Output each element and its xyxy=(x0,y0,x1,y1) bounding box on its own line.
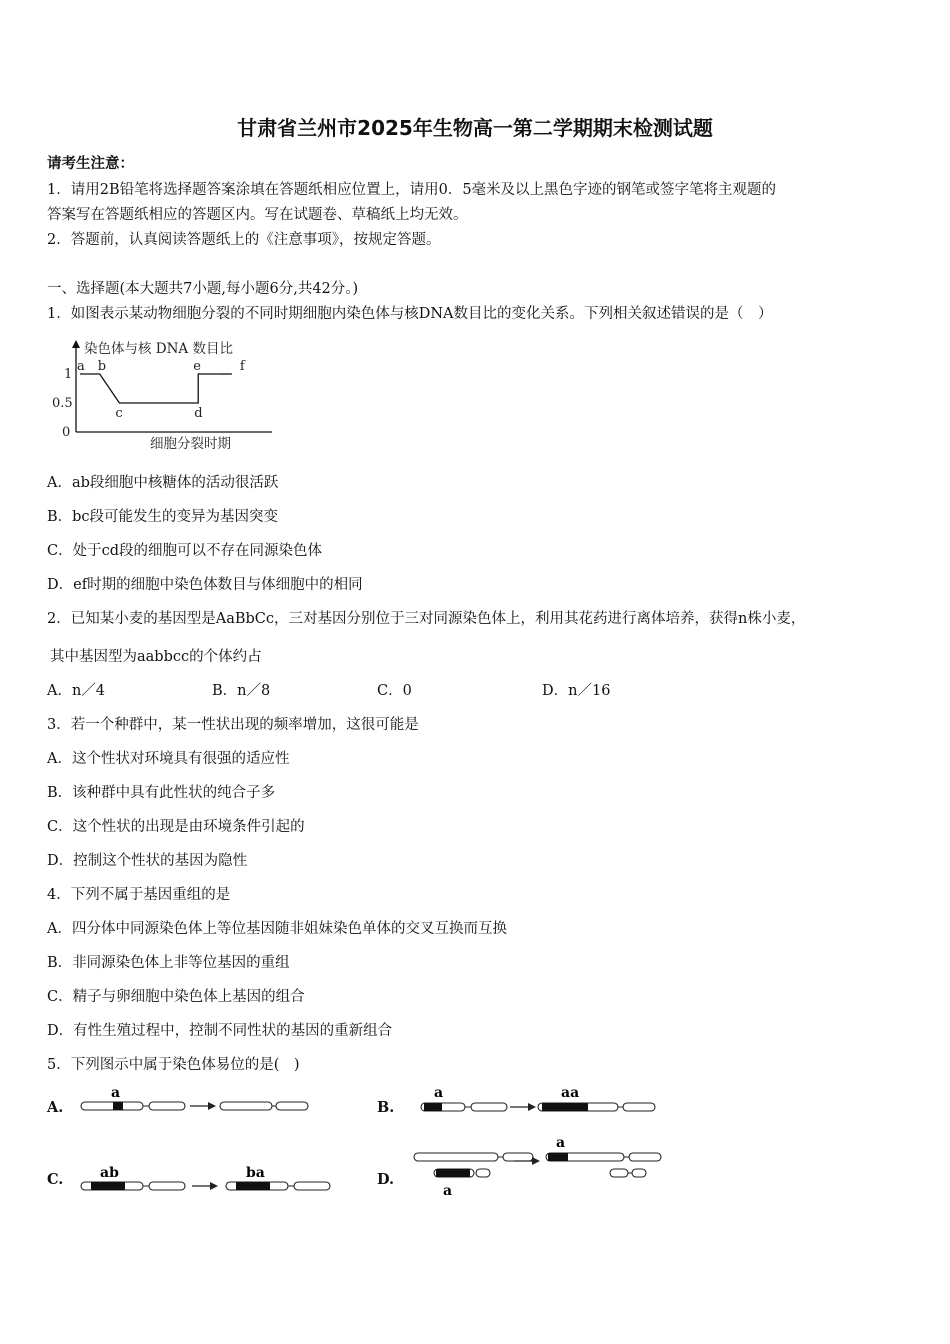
q4-option-b[interactable]: B．非同源染色体上非等位基因的重组 xyxy=(47,955,290,971)
y-axis-label: 染色体与核 DNA 数目比 xyxy=(84,341,233,357)
q3-option-d[interactable]: D．控制这个性状的基因为隐性 xyxy=(47,853,248,869)
gene-label-b: a xyxy=(434,1085,444,1101)
chart-point-label-d: d xyxy=(194,406,203,421)
chart-point-label-c: c xyxy=(115,406,123,421)
notice-heading: 请考生注意： xyxy=(47,155,134,172)
q2-option-d[interactable]: D．n／16 xyxy=(542,683,611,699)
q5-option-a-label[interactable]: A. xyxy=(47,1099,64,1116)
q1-option-d[interactable]: D．ef时期的细胞中染色体数目与体细胞中的相同 xyxy=(47,577,363,593)
q3-option-c[interactable]: C．这个性状的出现是由环境条件引起的 xyxy=(47,819,305,835)
q2-option-b[interactable]: B．n／8 xyxy=(212,683,271,699)
q1-stem: 1．如图表示某动物细胞分裂的不同时期细胞内染色体与核DNA数目比的变化关系。下列相关叙述错误的是（ ） xyxy=(47,306,773,322)
q5-option-b-label[interactable]: B. xyxy=(377,1099,395,1116)
q5-option-c-label[interactable]: C. xyxy=(47,1171,64,1188)
q3-option-b[interactable]: B．该种群中具有此性状的纯合子多 xyxy=(47,785,276,801)
chart-point-label-a: a xyxy=(77,359,85,374)
chart-point-label-e: e xyxy=(193,359,201,374)
q2-option-c[interactable]: C．0 xyxy=(377,683,412,699)
x-axis-label: 细胞分裂时期 xyxy=(150,436,231,452)
gene-label-a: a xyxy=(111,1085,121,1101)
notice-line-1b: 答案写在答题纸相应的答题区内。写在试题卷、草稿纸上均无效。 xyxy=(47,207,468,223)
q2-stem-line-2: 其中基因型为aabbcc的个体约占 xyxy=(50,649,262,665)
q5-diagram-c xyxy=(78,1160,338,1200)
q1-chart xyxy=(50,336,280,456)
gene-label-b-after: aa xyxy=(561,1085,580,1101)
q4-option-c[interactable]: C．精子与卵细胞中染色体上基因的组合 xyxy=(47,989,305,1005)
q2-option-a[interactable]: A．n／4 xyxy=(47,683,106,699)
chart-point-label-b: b xyxy=(97,359,107,374)
notice-line-2: 2．答题前，认真阅读答题纸上的《注意事项》，按规定答题。 xyxy=(47,232,441,248)
chart-point-label-f: f xyxy=(239,359,245,374)
ytick-0-5: 0.5 xyxy=(52,396,73,411)
q3-option-a[interactable]: A．这个性状对环境具有很强的适应性 xyxy=(47,751,290,767)
q1-option-c[interactable]: C．处于cd段的细胞可以不存在同源染色体 xyxy=(47,543,322,559)
q4-option-a[interactable]: A．四分体中同源染色体上等位基因随非姐妹染色单体的交叉互换而互换 xyxy=(47,921,507,937)
q1-option-a[interactable]: A．ab段细胞中核糖体的活动很活跃 xyxy=(47,475,279,491)
q3-stem: 3．若一个种群中，某一性状出现的频率增加，这很可能是 xyxy=(47,717,419,733)
q5-diagram-b xyxy=(418,1082,663,1122)
q5-diagram-d xyxy=(410,1134,670,1204)
section-heading: 一、选择题(本大题共7小题,每小题6分,共42分。) xyxy=(47,281,359,297)
q2-stem-line-1: 2．已知某小麦的基因型是AaBbCc，三对基因分别位于三对同源染色体上，利用其花药进行离体培养，获得n株小麦， xyxy=(47,611,806,627)
ytick-1: 1 xyxy=(64,367,73,382)
q5-option-d-label[interactable]: D. xyxy=(377,1171,395,1188)
q5-diagram-a xyxy=(78,1082,318,1122)
gene-label-d-bottom: a xyxy=(443,1183,453,1199)
y-axis-arrow xyxy=(72,340,80,348)
page-title: 甘肃省兰州市2025年生物高一第二学期期末检测试题 xyxy=(237,116,713,140)
q1-option-b[interactable]: B．bc段可能发生的变异为基因突变 xyxy=(47,509,279,525)
gene-label-c: ab xyxy=(100,1165,119,1181)
gene-label-d-top: a xyxy=(556,1135,566,1151)
ytick-0: 0 xyxy=(62,425,71,440)
q4-stem: 4．下列不属于基因重组的是 xyxy=(47,887,231,903)
notice-line-1: 1．请用2B铅笔将选择题答案涂填在答题纸相应位置上，请用0．5毫米及以上黑色字迹的钢笔或签字笔将主观题的 xyxy=(47,182,777,198)
chart-series-line xyxy=(80,374,218,403)
q5-stem: 5．下列图示中属于染色体易位的是( ) xyxy=(47,1057,300,1073)
q4-option-d[interactable]: D．有性生殖过程中，控制不同性状的基因的重新组合 xyxy=(47,1023,393,1039)
gene-label-c-after: ba xyxy=(246,1165,265,1181)
